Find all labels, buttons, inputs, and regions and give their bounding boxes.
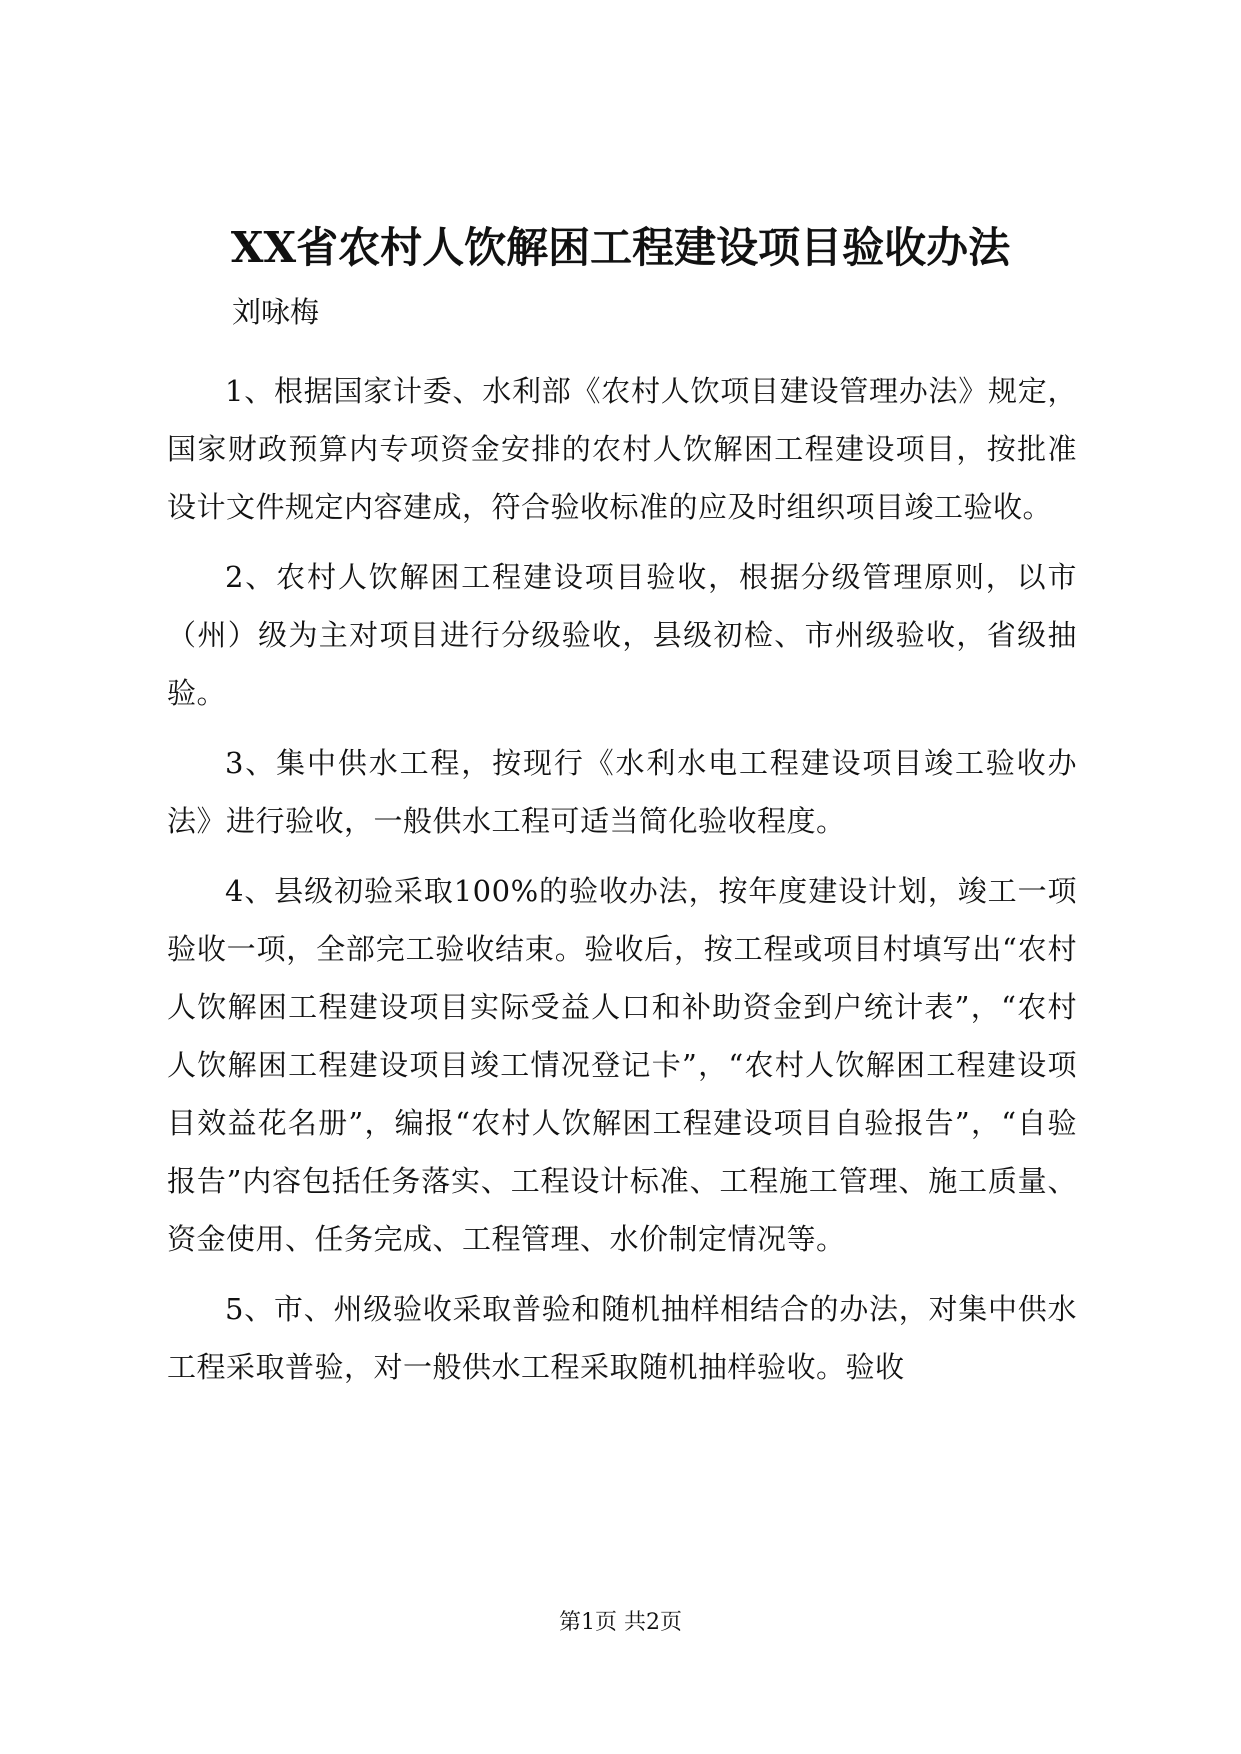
paragraph-5: 5、市、州级验收采取普验和随机抽样相结合的办法，对集中供水工程采取普验，对一般供水工程采取随机抽样验收。验收 bbox=[167, 1292, 1077, 1384]
paragraph-3: 3、集中供水工程，按现行《水利水电工程建设项目竣工验收办法》进行验收，一般供水工程可适当简化验收程度。 bbox=[167, 746, 1077, 838]
page-footer: 第1页 共2页 bbox=[559, 1610, 682, 1635]
paragraph-1: 1、根据国家计委、水利部《农村人饮项目建设管理办法》规定，国家财政预算内专项资金安排的农村人饮解困工程建设项目，按批准设计文件规定内容建成，符合验收标准的应及时组织项目竣工验收。 bbox=[167, 374, 1077, 524]
document-body bbox=[167, 362, 1077, 1408]
author-name: 刘咏梅 bbox=[232, 295, 320, 329]
document-title: XX省农村人饮解困工程建设项目验收办法 bbox=[230, 223, 1011, 272]
paragraph-2: 2、农村人饮解困工程建设项目验收，根据分级管理原则，以市（州）级为主对项目进行分级验收，县级初检、市州级验收，省级抽验。 bbox=[167, 560, 1077, 710]
paragraph-4: 4、县级初验采取100%的验收办法，按年度建设计划，竣工一项验收一项，全部完工验收结束。验收后，按工程或项目村填写出“农村人饮解困工程建设项目实际受益人口和补助资金到户统计表”，“农村人饮解困工程建设项目竣工情况登记卡”，“农村人饮解困工程建设项目效益花名册”，编报“农村人饮解困工程建设项目自验报告”，“自验报告”内容包括任务落实、工程设计标准、工程施工管理、施工质量、资金使用、任务完成、工程管理、水价制定情况等。 bbox=[167, 874, 1077, 1256]
